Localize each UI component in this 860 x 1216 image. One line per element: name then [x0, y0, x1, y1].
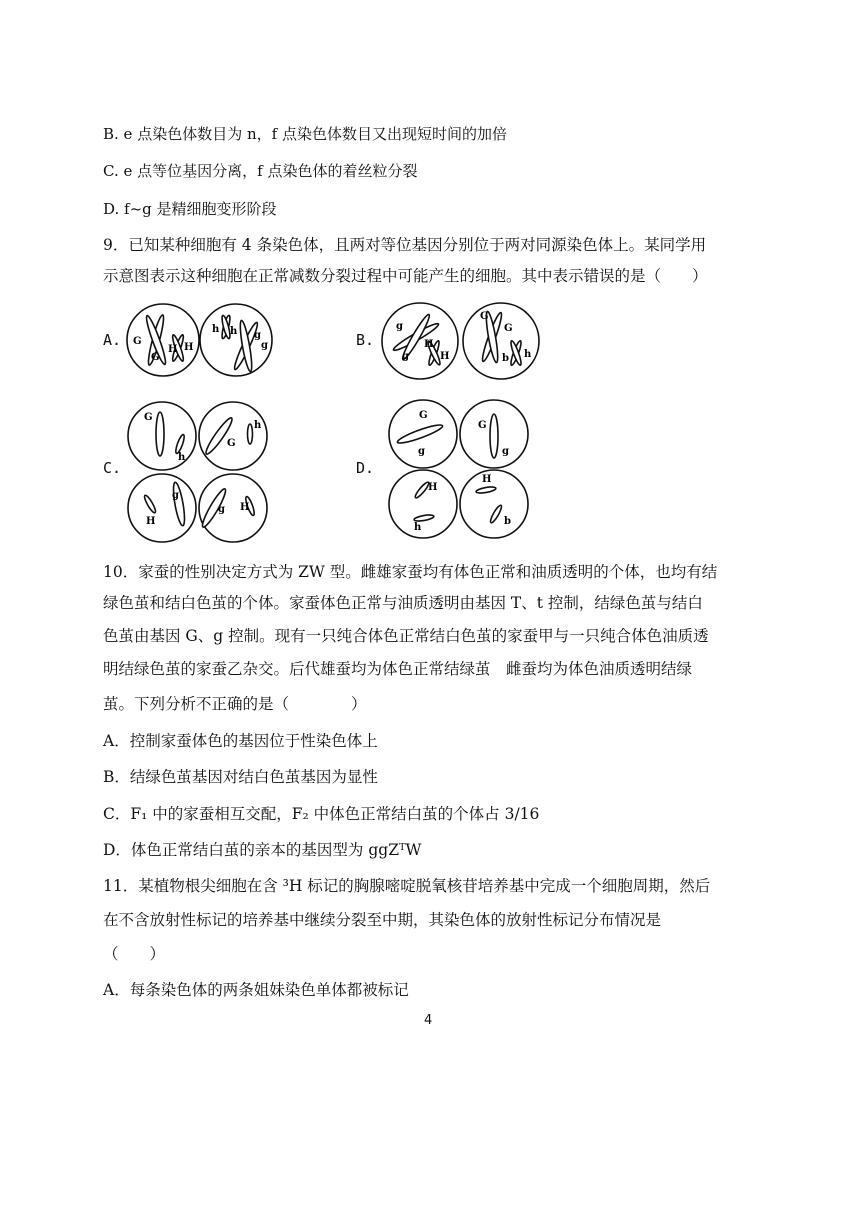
gene-label: H — [240, 502, 250, 513]
gene-label: H — [168, 344, 178, 355]
q9-option-c-figure — [124, 400, 274, 546]
gene-label: b — [504, 516, 511, 527]
q10-option-d: D．体色正常结白茧的亲本的基因型为 ggZᵀW — [103, 841, 422, 859]
q9-stem-line1: 9．已知某种细胞有 4 条染色体，且两对等位基因分别位于两对同源染色体上。某同学用 — [103, 236, 707, 254]
q9-option-a-figure — [126, 302, 274, 378]
gene-label: H — [424, 339, 434, 350]
gene-label: h — [254, 420, 262, 431]
gene-label: G — [151, 352, 160, 363]
page-number: 4 — [424, 1013, 433, 1028]
q10-stem-line2: 绿色茧和结白色茧的个体。家蚕体色正常与油质透明由基因 T、t 控制，结绿色茧与结白 — [103, 594, 703, 612]
gene-label: h — [524, 349, 532, 360]
gene-label: h — [212, 324, 220, 335]
gene-label: g — [502, 446, 509, 457]
gene-label: b — [502, 353, 509, 364]
q9-stem-line2: 示意图表示这种细胞在正常减数分裂过程中可能产生的细胞。其中表示错误的是（ ） — [103, 267, 708, 285]
gene-label: G — [419, 410, 428, 421]
gene-label: g — [254, 330, 261, 341]
gene-label: G — [478, 420, 487, 431]
gene-label: G — [133, 336, 142, 347]
q9-option-d-label: D. — [356, 459, 375, 477]
gene-label: H — [428, 482, 438, 493]
gene-label: g — [261, 340, 268, 351]
gene-label: G — [144, 412, 153, 423]
q10-stem-line1: 10．家蚕的性别决定方式为 ZW 型。雌雄家蚕均有体色正常和油质透明的个体，也均有结 — [103, 563, 718, 581]
gene-label: g — [172, 490, 179, 501]
q9-option-a-label: A. — [103, 331, 122, 349]
q10-option-c: C．F₁ 中的家蚕相互交配，F₂ 中体色正常结白茧的个体占 3/16 — [103, 805, 540, 823]
q9-option-d-figure — [386, 398, 532, 540]
gene-label: H — [482, 474, 492, 485]
q10-stem-line5: 茧。下列分析不正确的是（ ） — [103, 695, 367, 713]
gene-label: G — [227, 438, 236, 449]
gene-label: G — [504, 323, 513, 334]
gene-label: H — [146, 516, 156, 527]
q9-option-c-label: C. — [103, 459, 122, 477]
gene-label: H — [184, 342, 194, 353]
q11-stem-line1: 11．某植物根尖细胞在含 ³H 标记的胸腺嘧啶脱氧核苷培养基中完成一个细胞周期，然后 — [103, 877, 711, 895]
gene-label: g — [218, 504, 225, 515]
q8-option-b: B. e 点染色体数目为 n，f 点染色体数目又出现短时间的加倍 — [103, 125, 507, 143]
gene-label: g — [402, 351, 409, 362]
q11-stem-line2: 在不含放射性标记的培养基中继续分裂至中期，其染色体的放射性标记分布情况是 — [103, 911, 662, 929]
q9-option-b-figure — [380, 301, 542, 381]
q10-option-b: B．结绿色茧基因对结白色茧基因为显性 — [103, 768, 378, 786]
gene-label: G — [480, 311, 489, 322]
q8-option-d: D. f~g 是精细胞变形阶段 — [103, 200, 277, 218]
gene-label: h — [230, 326, 238, 337]
q10-stem-line3: 色茧由基因 G、g 控制。现有一只纯合体色正常结白色茧的家蚕甲与一只纯合体色油质透 — [103, 627, 709, 645]
q11-stem-line3: （ ） — [103, 945, 166, 963]
gene-label: H — [440, 351, 450, 362]
q8-option-c: C. e 点等位基因分离，f 点染色体的着丝粒分裂 — [103, 162, 418, 180]
q9-option-b-label: B. — [356, 331, 375, 349]
gene-label: g — [418, 446, 425, 457]
gene-label: h — [414, 522, 422, 533]
q11-option-a: A．每条染色体的两条姐妹染色单体都被标记 — [103, 981, 409, 999]
gene-label: g — [396, 321, 403, 332]
q10-stem-line4: 明结绿色茧的家蚕乙杂交。后代雄蚕均为体色正常结绿茧 雌蚕均为体色油质透明结绿 — [103, 660, 693, 678]
q10-option-a: A．控制家蚕体色的基因位于性染色体上 — [103, 732, 378, 750]
gene-label: h — [178, 452, 186, 463]
